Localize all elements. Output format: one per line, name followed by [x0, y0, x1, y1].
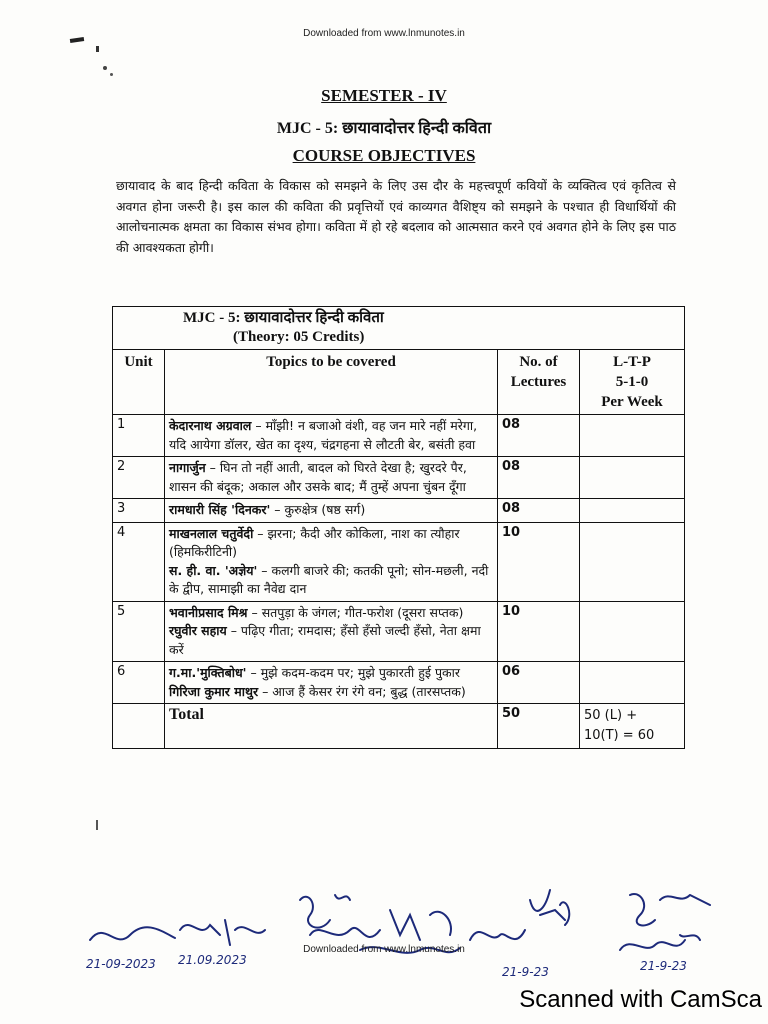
- syllabus-table: [112, 306, 685, 749]
- scan-mark: [96, 820, 98, 830]
- lectures-count: 10: [498, 522, 580, 601]
- scan-mark: [70, 37, 84, 43]
- total-unit-cell: [113, 704, 165, 749]
- lectures-count: 08: [498, 415, 580, 457]
- ltp-cell: [580, 499, 685, 523]
- handwritten-signatures: [60, 880, 760, 990]
- header-ltp: [580, 350, 685, 415]
- header-ltp-line2: 5-1-0: [615, 374, 649, 390]
- unit-number: 4: [113, 522, 165, 601]
- table-title-row: [113, 307, 685, 350]
- poem-list: – कुरुक्षेत्र (षष्ठ सर्ग): [270, 502, 366, 517]
- poet-name: स. ही. वा. 'अज्ञेय': [169, 562, 258, 578]
- objectives-paragraph: छायावाद के बाद हिन्दी कविता के विकास को समझने के लिए उस दौर के महत्त्वपूर्ण कवियों के व्यक्तित्व एवं कृतित्व से अवगत होना जरूरी है। इस काल की कविता की प्रवृत्तियों एवं काव्यगत वैशिष्ट्य को समझने के पश्चात ही विधार्थियों की आलोचनात्मक क्षमता का विकास संभव होगा। कविता में हो रहे बदलाव को आत्मसात करने एवं अवगत होने के लिए इस पाठ की आवश्यकता होगी।: [116, 178, 676, 255]
- download-note-top: Downloaded from www.lnmunotes.in: [303, 28, 465, 39]
- unit-number: 1: [113, 415, 165, 457]
- scan-mark: [110, 73, 113, 76]
- poem-list: – पढ़िए गीता; रामदास; हँसो हँसो जल्दी हँसो, नेता क्षमा करें: [169, 623, 481, 657]
- total-ltp: [580, 704, 685, 749]
- header-topics: Topics to be covered: [165, 350, 498, 415]
- lectures-count: 08: [498, 499, 580, 523]
- total-label: Total: [165, 704, 498, 749]
- header-ltp-line3: Per Week: [601, 394, 663, 410]
- scan-mark: [96, 46, 99, 52]
- topic-cell: [165, 662, 498, 704]
- poem-list: – मुझे कदम-कदम पर; मुझे पुकारती हुई पुकार: [246, 665, 461, 680]
- semester-heading: SEMESTER - IV: [321, 86, 447, 105]
- poem-list: – आज हैं केसर रंग रंगे वन; बुद्ध (तारसप्तक): [258, 683, 466, 699]
- table-row: [113, 499, 685, 523]
- ltp-cell: [580, 522, 685, 601]
- lectures-count: 10: [498, 601, 580, 662]
- scanner-watermark: Scanned with CamSca: [519, 986, 762, 1013]
- signatures-area: [60, 880, 760, 990]
- poem-list: – सतपुड़ा के जंगल; गीत-फरोश (दूसरा सप्तक): [247, 604, 464, 620]
- topic-cell: [165, 499, 498, 523]
- lectures-count: 06: [498, 662, 580, 704]
- unit-number: 3: [113, 499, 165, 523]
- poet-name: गिरिजा कुमार माथुर: [169, 683, 259, 699]
- poet-name: नागार्जुन: [169, 460, 206, 475]
- table-row: [113, 662, 685, 704]
- total-ltp-line1: 50 (L) +: [584, 708, 638, 723]
- signature-date: 21-9-23: [502, 965, 549, 979]
- lectures-count: 08: [498, 457, 580, 499]
- header-lectures: No. of Lectures: [498, 350, 580, 415]
- signature-date: 21-9-23: [640, 959, 687, 973]
- table-row: [113, 601, 685, 662]
- signature-date: 21-09-2023: [86, 957, 156, 971]
- download-note-bottom: Downloaded from www.lnmunotes.in: [303, 944, 465, 955]
- topic-cell: [165, 601, 498, 662]
- signature-date: 21.09.2023: [178, 953, 247, 967]
- table-title: [113, 307, 685, 350]
- poet-name: केदारनाथ अग्रवाल: [169, 418, 252, 433]
- table-title-line2: (Theory: 05 Credits): [233, 329, 365, 345]
- poet-name: भवानीप्रसाद मिश्र: [169, 604, 248, 620]
- ltp-cell: [580, 457, 685, 499]
- objectives-heading: COURSE OBJECTIVES: [292, 146, 476, 165]
- header-unit: Unit: [113, 350, 165, 415]
- table-row: [113, 457, 685, 499]
- total-ltp-line2: 10(T) = 60: [584, 728, 655, 743]
- scan-mark: [103, 66, 107, 70]
- total-lectures: 50: [498, 704, 580, 749]
- ltp-cell: [580, 601, 685, 662]
- unit-number: 5: [113, 601, 165, 662]
- poem-list: – कलगी बाजरे की; कतकी पूनो; सोन-मछली, नदी के द्वीप, सामाझी का नैवेद्य दान: [169, 562, 489, 596]
- poet-name: माखनलाल चतुर्वेदी: [169, 525, 254, 541]
- poem-list: – झरना; कैदी और कोकिला, नाश का त्यौहार (हिमकिरीटिनी): [169, 525, 460, 559]
- table-title-line1: MJC - 5: छायावादोत्तर हिन्दी कविता: [183, 310, 384, 326]
- topic-cell: [165, 522, 498, 601]
- table-row: [113, 415, 685, 457]
- ltp-cell: [580, 415, 685, 457]
- poet-name: रामधारी सिंह 'दिनकर': [169, 502, 271, 517]
- poet-name: ग.मा.'मुक्तिबोध': [169, 665, 247, 680]
- topic-cell: [165, 415, 498, 457]
- poem-list: – घिन तो नहीं आती, बादल को घिरते देखा है; खुरदरे पैर, शासन की बंदूक; अकाल और उसके बाद; मैं तुम्हें अपना चुंबन दूँगा: [169, 460, 467, 494]
- unit-number: 2: [113, 457, 165, 499]
- course-title: MJC - 5: छायावादोत्तर हिन्दी कविता: [276, 120, 492, 137]
- unit-number: 6: [113, 662, 165, 704]
- poem-list: – माँझी! न बजाओ वंशी, वह जन मारे नहीं मरेगा, यदि आयेगा डॉलर, खेत का दृश्य, चंद्रगहना से लौटती बेर, बसंती हवा: [169, 418, 478, 452]
- total-row: [113, 704, 685, 749]
- topic-cell: [165, 457, 498, 499]
- poet-name: रघुवीर सहाय: [169, 623, 227, 638]
- header-ltp-line1: L-T-P: [613, 354, 651, 370]
- table-header-row: [113, 350, 685, 415]
- ltp-cell: [580, 662, 685, 704]
- table-row: [113, 522, 685, 601]
